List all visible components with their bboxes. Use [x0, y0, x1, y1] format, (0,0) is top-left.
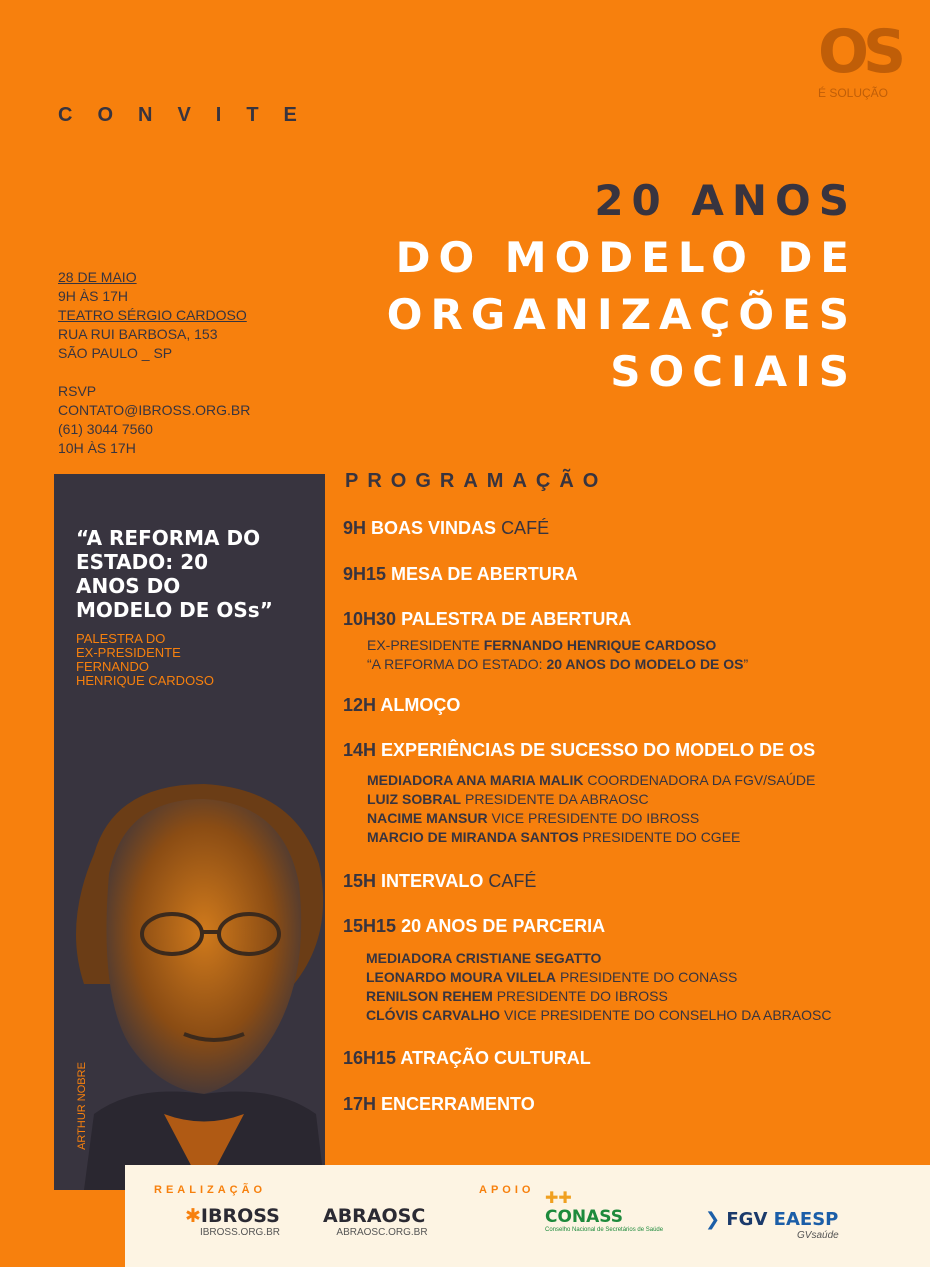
apoio-label: APOIO [479, 1184, 535, 1196]
item-label: INTERVALO [381, 871, 484, 891]
opening-speech-details [367, 636, 748, 674]
conass-desc: Conselho Nacional de Secretários de Saúde [545, 1227, 664, 1233]
fgv-chevron-icon: ❯ [705, 1209, 721, 1230]
item-extra: CAFÉ [488, 871, 537, 891]
item-time: 9H15 [343, 564, 387, 584]
item-label: ATRAÇÃO CULTURAL [400, 1048, 591, 1068]
fgv-eaesp-logo[interactable] [705, 1209, 875, 1241]
speech-quote-open: “A REFORMA DO ESTADO: [367, 656, 543, 672]
panel-quote-line-2: ESTADO: 20 [76, 550, 209, 574]
panelist: NACIME MANSUR VICE PRESIDENTE DO IBROSS [367, 810, 700, 826]
panel-15h15-list [366, 949, 831, 1025]
os-logo [818, 17, 908, 100]
program-item [343, 609, 631, 630]
conass-mark-icon: ✚✚ [545, 1190, 572, 1207]
panelist: MARCIO DE MIRANDA SANTOS PRESIDENTE DO CGEE [367, 829, 741, 845]
realizacao-label: REALIZAÇÃO [154, 1184, 267, 1196]
item-label: ENCERRAMENTO [381, 1094, 535, 1114]
panelist: LEONARDO MOURA VILELA PRESIDENTE DO CONASS [366, 969, 738, 985]
panel-subtitle-line-2: EX-PRESIDENTE [76, 645, 181, 660]
item-time: 14H [343, 740, 377, 760]
fgv-name: FGV [726, 1209, 768, 1230]
item-label: MESA DE ABERTURA [391, 564, 578, 584]
panel-quote-line-1: “A REFORMA DO [76, 526, 261, 550]
title-line-2: DO MODELO DE [395, 233, 857, 282]
gvsaude-label: GVsaúde [797, 1230, 839, 1241]
program-item [343, 916, 605, 937]
program-title: PROGRAMAÇÃO [345, 470, 608, 492]
item-extra: CAFÉ [501, 518, 550, 538]
event-venue: TEATRO SÉRGIO CARDOSO [58, 307, 247, 323]
item-label: BOAS VINDAS [371, 518, 497, 538]
item-time: 15H15 [343, 916, 397, 936]
program-item [343, 740, 815, 761]
item-time: 9H [343, 518, 367, 538]
event-street: RUA RUI BARBOSA, 153 [58, 326, 218, 342]
ibross-logo[interactable] [185, 1205, 295, 1238]
event-hours: 9H ÀS 17H [58, 288, 129, 304]
panelist: LUIZ SOBRAL PRESIDENTE DA ABRAOSC [367, 791, 649, 807]
panel-quote-line-4: MODELO DE OSs” [76, 598, 273, 622]
program-item [343, 871, 536, 892]
speaker-panel [54, 474, 325, 1190]
panel-14h-list [367, 771, 815, 847]
eaesp-name: EAESP [773, 1209, 839, 1230]
item-time: 17H [343, 1094, 377, 1114]
panelist: CLÓVIS CARVALHO VICE PRESIDENTE DO CONSELHO DA ABRAOSC [366, 1007, 832, 1023]
invite-label: CONVITE [58, 104, 322, 126]
abraosc-logo[interactable] [323, 1205, 441, 1238]
rsvp-hours: 10H ÀS 17H [58, 440, 136, 456]
os-logo-mark: OS [818, 17, 901, 87]
title-line-1: 20 ANOS [594, 176, 857, 225]
event-city: SÃO PAULO _ SP [58, 345, 173, 361]
panel-subtitle-line-3: FERNANDO [76, 659, 149, 674]
panel-subtitle [76, 632, 214, 688]
rsvp-phone[interactable]: (61) 3044 7560 [58, 421, 153, 437]
speech-quote-close: ” [743, 656, 749, 672]
program-item [343, 695, 460, 716]
ibross-url: IBROSS.ORG.BR [199, 1227, 280, 1238]
panel-quote-line-3: ANOS DO [76, 574, 181, 598]
program-item [343, 564, 578, 585]
panelist: MEDIADORA CRISTIANE SEGATTO [366, 950, 602, 966]
rsvp-label: RSVP [58, 383, 97, 399]
abraosc-url: ABRAOSC.ORG.BR [336, 1227, 428, 1238]
panel-subtitle-line-4: HENRIQUE CARDOSO [76, 673, 214, 688]
abraosc-name: ABRAOSC [323, 1205, 426, 1227]
ibross-star-icon: ✱ [185, 1205, 201, 1227]
panel-subtitle-line-1: PALESTRA DO [76, 631, 166, 646]
title-line-3: ORGANIZAÇÕES [386, 290, 857, 339]
event-title [387, 172, 857, 400]
panelist: MEDIADORA ANA MARIA MALIK COORDENADORA DA FGV/SAÚDE [367, 772, 816, 788]
item-label: 20 ANOS DE PARCERIA [401, 916, 606, 936]
os-logo-tagline: É SOLUÇÃO [818, 86, 889, 100]
panelist: RENILSON REHEM PRESIDENTE DO IBROSS [366, 988, 668, 1004]
event-info [58, 268, 250, 458]
title-line-4: SOCIAIS [610, 347, 857, 396]
speaker-role: EX-PRESIDENTE [367, 637, 480, 653]
item-label: EXPERIÊNCIAS DE SUCESSO DO MODELO DE OS [381, 740, 816, 760]
photo-credit: ARTHUR NOBRE [76, 1062, 88, 1150]
item-time: 10H30 [343, 609, 397, 629]
item-time: 16H15 [343, 1048, 397, 1068]
ibross-name: IBROSS [200, 1205, 280, 1227]
speaker-name: FERNANDO HENRIQUE CARDOSO [483, 637, 717, 653]
speaker-portrait [54, 784, 325, 1190]
program-item [343, 1048, 591, 1069]
program-item [343, 518, 549, 539]
item-time: 15H [343, 871, 377, 891]
panel-quote [76, 526, 316, 622]
event-date: 28 DE MAIO [58, 269, 137, 285]
program-item [343, 1094, 535, 1115]
conass-logo[interactable] [545, 1191, 685, 1233]
item-time: 12H [343, 695, 377, 715]
speech-quote-bold: 20 ANOS DO MODELO DE OS [546, 656, 744, 672]
item-label: PALESTRA DE ABERTURA [401, 609, 632, 629]
sponsors-footer [125, 1165, 930, 1267]
item-label: ALMOÇO [380, 695, 461, 715]
conass-name: CONASS [545, 1207, 624, 1227]
rsvp-email[interactable]: CONTATO@IBROSS.ORG.BR [58, 402, 251, 418]
